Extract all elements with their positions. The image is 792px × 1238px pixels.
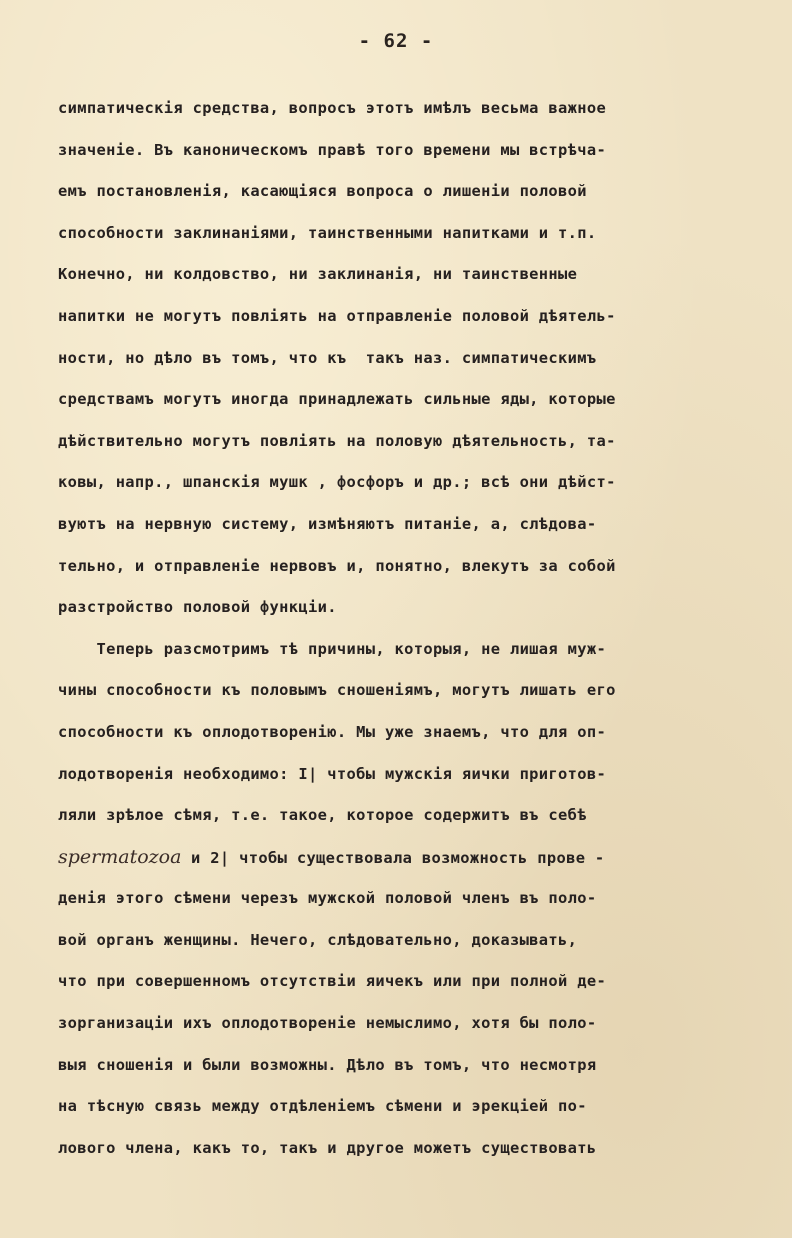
line-text: зорганизаціи ихъ оплодотвореніе немыслимо, хотя бы поло- [58,1014,597,1033]
text-line-12 [58,546,788,588]
body-text [58,88,788,1169]
text-line-21 [58,920,788,962]
line-text: ности, но дѣло въ томъ, что къ такъ наз. симпатическимъ [58,348,597,367]
text-line-9 [58,421,788,463]
text-line-23 [58,1003,788,1045]
line-text: и 2| чтобы существовала возможность прове - [181,848,605,867]
text-line-16 [58,712,788,754]
line-text: значеніе. Въ каноническомъ правѣ того времени мы встрѣча- [58,140,607,159]
text-line-3 [58,171,788,213]
text-line-24 [58,1045,788,1087]
line-text: тельно, и отправленіе нервовъ и, понятно, влекутъ за собой [58,556,616,575]
line-text: лодотворенія необходимо: I| чтобы мужскія яички приготов- [58,764,607,783]
line-text: Конечно, ни колдовство, ни заклинанія, ни таинственные [58,265,578,284]
text-line-26 [58,1128,788,1170]
text-line-5 [58,254,788,296]
text-line-17 [58,754,788,796]
line-text: вуютъ на нервную систему, измѣняютъ питаніе, а, слѣдова- [58,514,597,533]
line-text: емъ постановленія, касающіяся вопроса о лишеніи половой [58,182,587,201]
text-line-19 [58,837,788,879]
text-line-15 [58,670,788,712]
text-line-7 [58,338,788,380]
line-text: лового члена, какъ то, такъ и другое можетъ существовать [58,1138,597,1157]
line-text: чины способности къ половымъ сношеніямъ, могутъ лишать его [58,681,616,700]
text-line-11 [58,504,788,546]
line-text: что при совершенномъ отсутствіи яичекъ или при полной де- [58,972,607,991]
page-number: - 62 - [358,30,434,52]
text-line-22 [58,961,788,1003]
text-line-13 [58,587,788,629]
line-text: выя сношенія и были возможны. Дѣло въ томъ, что несмотря [58,1055,597,1074]
text-line-8 [58,379,788,421]
line-text: средствамъ могутъ иногда принадлежать сильные яды, которые [58,390,616,409]
handwritten-word: spermatozoa [58,845,182,868]
line-text: ляли зрѣлое сѣмя, т.е. такое, которое содержитъ въ себѣ [58,806,587,825]
line-text: денія этого сѣмени черезъ мужской половой членъ въ поло- [58,889,597,908]
line-text: способности заклинаніями, таинственными напитками и т.п. [58,223,597,242]
line-text: разстройство половой функціи. [58,598,337,617]
text-line-25 [58,1086,788,1128]
line-text: симпатическія средства, вопросъ этотъ имѣлъ весьма важное [58,99,607,117]
line-text: вой органъ женщины. Нечего, слѣдовательно, доказывать, [58,930,578,949]
text-line-14 [58,629,788,671]
text-line-1 [58,88,788,130]
line-text: напитки не могутъ повліять на отправленіе половой дѣятель- [58,306,616,325]
line-text: способности къ оплодотворенію. Мы уже знаемъ, что для оп- [58,722,607,741]
line-text: дѣйствительно могутъ повліять на половую дѣятельность, та- [58,431,616,450]
line-text: ковы, напр., шпанскія мушк , фосфоръ и др.; всѣ они дѣйст- [58,473,616,492]
line-text: Теперь разсмотримъ тѣ причины, которыя, не лишая муж- [58,639,607,658]
text-line-2 [58,130,788,172]
line-text: на тѣсную связь между отдѣленіемъ сѣмени и эрекціей по- [58,1097,587,1116]
text-line-4 [58,213,788,255]
text-line-18 [58,795,788,837]
text-line-10 [58,462,788,504]
text-line-20 [58,878,788,920]
text-line-6 [58,296,788,338]
